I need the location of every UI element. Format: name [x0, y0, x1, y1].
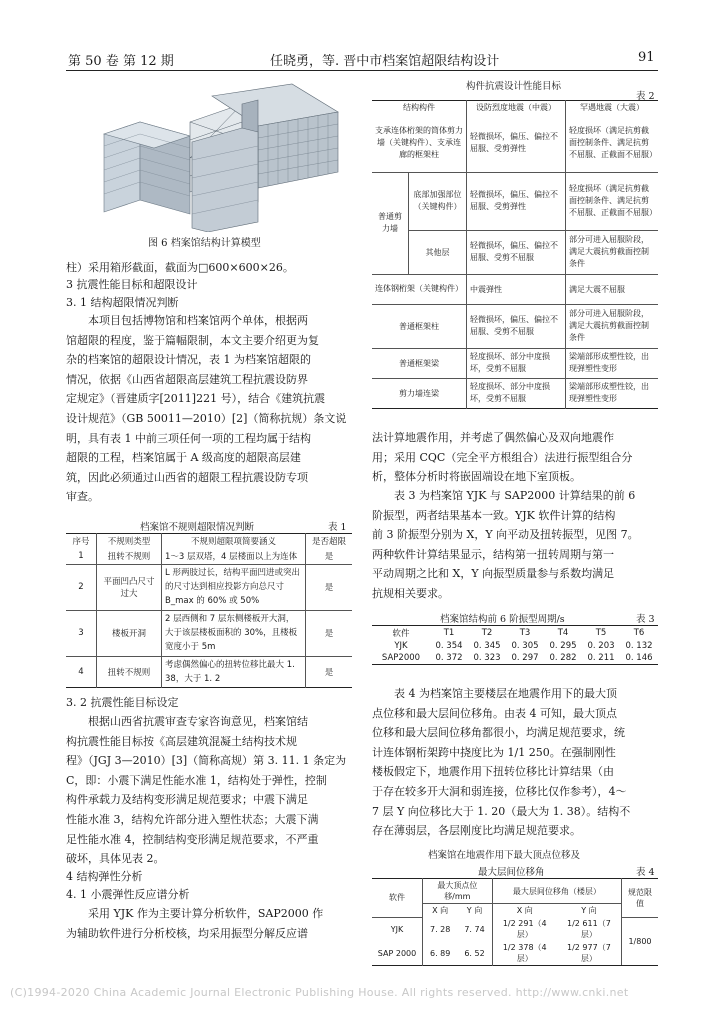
section-3-2-heading: 3. 2 抗震性能目标设定	[66, 696, 179, 709]
table-1-label: 表 1	[328, 522, 347, 533]
t4-header: 最大层间位移角（楼层）	[492, 879, 621, 904]
table-4-title-line1: 档案馆在地震作用下最大顶点位移及	[428, 850, 581, 861]
t1-header: 不规则类型	[97, 534, 162, 549]
table-row	[372, 941, 658, 966]
t2-header: 结构构件	[403, 103, 435, 112]
t1-cell: 考虑偶然偏心的扭转位移比最大 1. 38，大于 1. 2	[162, 656, 306, 687]
t2-cell: 轻度损坏、部分中度损坏，受剪不屈服	[467, 348, 566, 378]
t2-cell: 梁端部形成塑性铰，出现弹塑性变形	[566, 348, 659, 378]
table-row	[66, 548, 352, 564]
paragraph-column-intro: 柱）采用箱形截面，截面为□600×600×26。	[66, 261, 294, 274]
t3-header: 软件	[392, 629, 410, 639]
table-4-label: 表 4	[636, 867, 655, 878]
section-3-heading: 3 抗震性能目标和超限设计	[66, 278, 198, 291]
t2-cell: 轻度损坏、部分中度损坏，受剪不屈服	[467, 378, 566, 408]
table-row	[372, 114, 658, 172]
t1-cell: 扭转不规则	[97, 548, 162, 564]
table-row	[66, 564, 352, 610]
paragraph-right-2: 表 3 为档案馆 YJK 与 SAP2000 计算结果的前 6 阶振型，两者结果基本一致。YJK 软件计算的结构 前 3 阶振型分别为 X，Y 向平动及扭转振型，见图 7。 两种软件计算结果显示，结构第一扭转周期与第一 平动周期之比和 X，Y 向振型质量参与系数均满足 抗规相关要求。	[372, 489, 639, 600]
t2-cell: 部分可进入屈服阶段，满足大震抗剪截面控制条件	[566, 304, 659, 348]
t2-header: 设防烈度地震（中震）	[467, 101, 566, 115]
t2-header: 罕遇地震（大震）	[566, 101, 659, 115]
t4-limit-cell: 1/800	[622, 917, 659, 966]
t1-cell: 2 层西侧和 7 层东侧楼板开大洞，大于该层楼板面积的 30%，且楼板宽度小于 5m	[162, 610, 306, 656]
t1-cell: 扭转不规则	[97, 656, 162, 687]
building-3d-model-icon	[92, 82, 360, 232]
t3-header: T3	[519, 628, 531, 638]
table-row	[372, 230, 658, 274]
t4-header: 软件	[372, 879, 423, 918]
t4-cell: 7. 28	[423, 917, 458, 941]
t4-cell: YJK	[390, 924, 404, 934]
t4-subheader: Y 向	[466, 906, 483, 915]
table-2-title: 构件抗震设计性能目标	[466, 81, 562, 92]
t2-cell: 满足大震不屈服	[566, 274, 659, 304]
t3-cell: 0. 282	[549, 653, 577, 663]
figure-6-caption: 图 6 档案馆结构计算模型	[148, 238, 261, 249]
t2-cell: 轻微损坏，偏压、偏拉不屈服、受剪不屈服	[467, 230, 566, 274]
t3-cell: 0. 354	[435, 641, 463, 651]
t2-cell: 支承连体桁架的筒体剪力墙（关键构件）、支承连廊的框架柱	[372, 114, 467, 172]
table-2-label: 表 2	[636, 91, 655, 102]
table-row	[372, 172, 658, 230]
table-2	[372, 100, 658, 409]
t4-subheader: X 向	[492, 904, 557, 918]
table-row	[372, 378, 658, 408]
table-4	[372, 878, 658, 966]
t4-cell: 1/2 611（7 层）	[567, 919, 611, 939]
t3-header: T1	[443, 628, 455, 638]
t3-header: T6	[633, 628, 645, 638]
header-rule	[66, 70, 658, 71]
t2-cell: 底部加强部位（关键构件）	[409, 172, 467, 230]
t2-cell: 剪力墙连梁	[399, 388, 439, 398]
t1-cell: 2	[66, 564, 97, 610]
t3-cell: 0. 211	[587, 653, 615, 663]
paragraph-right-3: 表 4 为档案馆主要楼层在地震作用下的最大顶 点位移和最大层间位移角。由表 4 可知，最大顶点 位移和最大层间位移角都很小，均满足规范要求，统 计连体钢桁架跨中挠度比为 1/1 250。在强制刚性 楼板假定下，地震作用下扭转位移比计算结果（由 于存在较多开大洞和弱连接，位移比仅作参考），4～ 7 层 Y 向位移比大于 1. 20（最大为 1. 38）。结构不 存在薄弱层，各层刚度比均满足规范要求。	[372, 687, 631, 838]
t3-cell: 0. 297	[511, 653, 539, 663]
t1-cell: 是	[306, 610, 353, 656]
t3-header: T5	[595, 628, 607, 638]
t1-cell: 1～3 层双塔，4 层楼面以上为连体	[162, 548, 306, 564]
table-row	[66, 656, 352, 687]
t4-subheader: Y 向	[581, 906, 597, 915]
t3-cell: 0. 203	[587, 641, 615, 651]
t2-cell: 其他层	[409, 230, 467, 274]
t3-cell: 0. 295	[549, 641, 577, 651]
journal-volume: 第 50 卷 第 12 期	[68, 54, 174, 69]
t4-cell: 7. 74	[464, 924, 485, 934]
t1-header: 不规则超限项简要涵义	[162, 534, 306, 549]
t3-header: T4	[557, 628, 569, 638]
table-1-title: 档案馆不规则超限情况判断	[140, 522, 255, 533]
t2-cell: 轻微损坏，偏压、偏拉不屈服、受剪弹性	[467, 172, 566, 230]
section-4-heading: 4 结构弹性分析	[66, 870, 143, 883]
t4-subheader: X 向	[423, 904, 458, 918]
t3-cell: YJK	[394, 641, 408, 651]
t1-header: 序号	[72, 537, 90, 547]
t3-cell: 0. 345	[473, 641, 501, 651]
table-3	[372, 625, 658, 665]
t3-cell: 0. 132	[625, 641, 653, 651]
t2-cell: 连体钢桁架（关键构件）	[372, 274, 467, 304]
t4-cell: SAP 2000	[377, 948, 417, 958]
figure-6	[92, 82, 360, 232]
copyright-footer: (C)1994-2020 China Academic Journal Electronic Publishing House. All rights reserved. http://www.cnki.net	[10, 986, 629, 999]
t1-cell: 1	[66, 548, 97, 564]
t1-cell: 是	[306, 656, 353, 687]
t2-cell: 普通框架柱	[372, 304, 467, 348]
paragraph-3-1: 本项目包括博物馆和档案馆两个单体，根据两 馆超限的程度，鉴于篇幅限制，本文主要介绍更为复 杂的档案馆的超限设计情况，表 1 为档案馆超限的 情况，依据《山西省超限高层建筑工程抗震设防界 定规定》（晋建质字[2011]221 号），结合《建筑抗震 设计规范》（GB 50011—2010）[2]（简称抗规）条文说 明，具有表 1 中前三项任何一项的工程均属于结构 超限的工程，档案馆属于 A 级高度的超限高层建 筑，因此必须通过山西省的超限工程抗震设防专项 审查。	[66, 314, 347, 504]
t4-cell: 6. 52	[464, 948, 485, 958]
table-3-title: 档案馆结构前 6 阶振型周期/s	[440, 614, 565, 625]
t2-cell: 轻微损坏，偏压、偏拉不屈服、受剪不屈服	[467, 304, 566, 348]
t1-cell: 是	[306, 548, 353, 564]
table-row	[372, 640, 658, 652]
table-row	[372, 348, 658, 378]
t4-cell: 1/2 977（7 层）	[567, 943, 611, 963]
t2-cell: 普通框架梁	[372, 348, 467, 378]
t1-cell: 是	[306, 564, 353, 610]
table-row	[372, 274, 658, 304]
t1-cell: 平面凹凸尺寸过大	[97, 564, 162, 610]
table-row	[66, 610, 352, 656]
page-number: 91	[638, 50, 655, 65]
t2-cell: 梁端部形成塑性铰，出现弹塑性变形	[566, 378, 659, 408]
t2-group-cell: 普通剪力墙	[372, 172, 409, 274]
paragraph-4-1: 采用 YJK 作为主要计算分析软件，SAP2000 作 为辅助软件进行分析校核，均采用振型分解反应谱	[66, 907, 324, 940]
table-1	[66, 533, 352, 688]
t2-cell: 轻微损坏，偏压、偏拉不屈服、受剪弹性	[467, 114, 566, 172]
t4-cell: 6. 89	[423, 941, 458, 966]
table-4-title-line2: 最大层间位移角	[478, 867, 545, 878]
t3-cell: 0. 305	[511, 641, 539, 651]
t2-cell: 轻度损坏（满足抗剪截面控制条件、满足抗剪不屈服、正截面不屈服）	[566, 114, 659, 172]
paragraph-3-2: 根据山西省抗震审查专家咨询意见，档案馆结 构抗震性能目标按《高层建筑混凝土结构技术规 程》（JGJ 3—2010）[3]（简称高规）第 3. 11. 1 条定为 C，即：小震下满足性能水准 1，结构处于弹性，控制 构件承载力及结构变形满足规范要求；中震下满足 性能水准 3，结构允许部分进入塑性状态；大震下满 足性能水准 4，控制结构变形满足规范要求，不严重 破坏，具体见表 2。	[66, 715, 347, 866]
t1-header: 是否超限	[306, 534, 353, 549]
t2-cell: 轻度损坏（满足抗剪截面控制条件、满足抗剪不屈服、正截面不屈服）	[566, 172, 659, 230]
table-3-label: 表 3	[636, 614, 655, 625]
table-row	[372, 917, 658, 941]
t3-cell: SAP2000	[381, 653, 421, 663]
t3-cell: 0. 146	[625, 653, 653, 663]
table-row	[372, 304, 658, 348]
running-title: 任晓勇，等. 晋中市档案馆超限结构设计	[270, 54, 500, 69]
t4-cell: 1/2 291（4 层）	[492, 917, 557, 941]
t1-cell: L 形两肢过长，结构平面凹进或突出的尺寸达到相应投影方向总尺寸 B_max 的 60% 或 50%	[162, 564, 306, 610]
t1-cell: 楼板开洞	[97, 610, 162, 656]
paragraph-right-1: 法计算地震作用，并考虑了偶然偏心及双向地震作 用；采用 CQC（完全平方根组合）法进行振型组合分 析，整体分析时将嵌固端设在地下室顶板。	[372, 431, 633, 484]
t2-cell: 中震弹性	[467, 274, 566, 304]
section-3-1-heading: 3. 1 结构超限情况判断	[66, 296, 179, 309]
table-row	[372, 652, 658, 665]
t3-header: T2	[481, 628, 493, 638]
t3-cell: 0. 323	[473, 653, 501, 663]
t4-header: 规范限值	[622, 879, 659, 918]
t1-cell: 4	[78, 666, 84, 677]
section-4-1-heading: 4. 1 小震弹性反应谱分析	[66, 888, 190, 901]
t4-header: 最大顶点位移/mm	[423, 879, 493, 904]
t2-cell: 部分可进入屈服阶段，满足大震抗剪截面控制条件	[566, 230, 659, 274]
t3-cell: 0. 372	[435, 653, 463, 663]
t4-cell: 1/2 378（4 层）	[492, 941, 557, 966]
t1-cell: 3	[66, 610, 97, 656]
